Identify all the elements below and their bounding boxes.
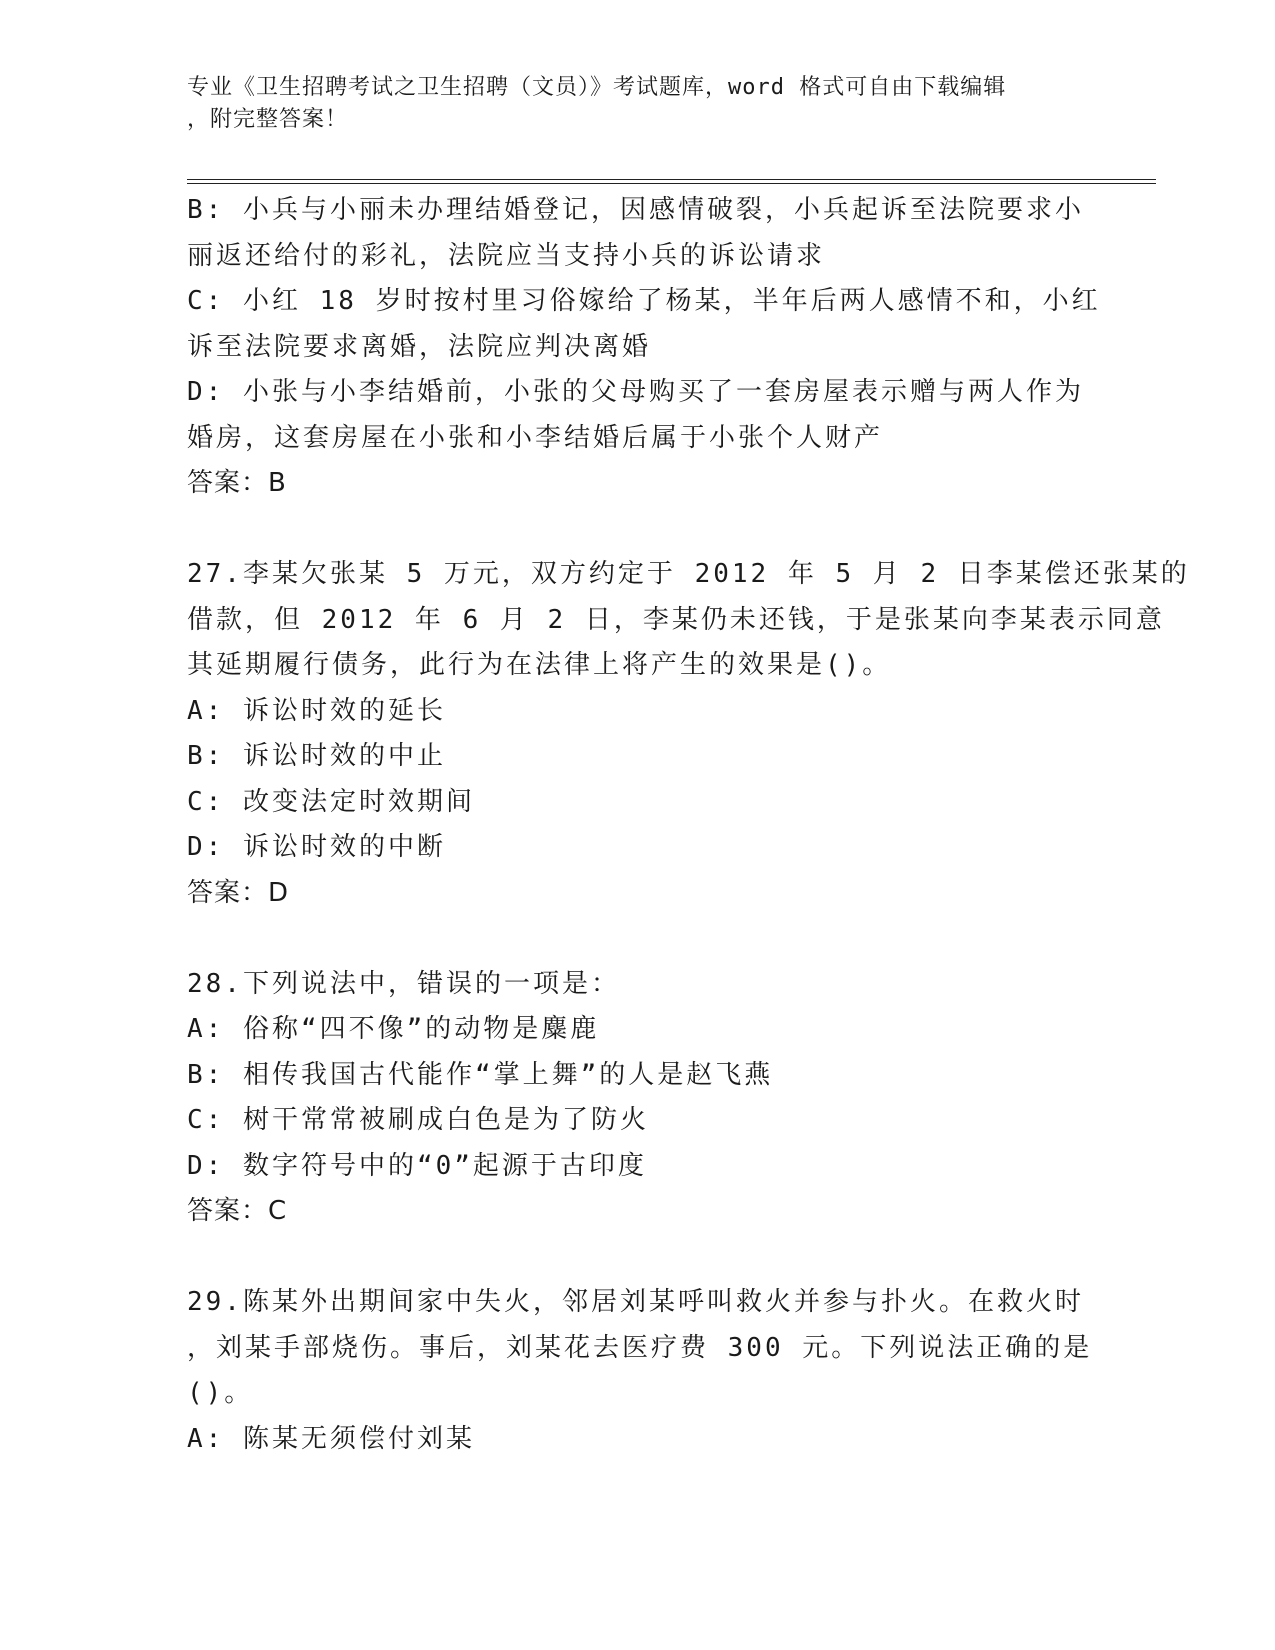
header-divider-top [187, 179, 1156, 180]
q28-option-b: B: 相传我国古代能作“掌上舞”的人是赵飞燕 [187, 1059, 774, 1090]
q27-stem-line-1: 27.李某欠张某 5 万元，双方约定于 2012 年 5 月 2 日李某偿还张某的 [187, 559, 1190, 589]
spacer [187, 1235, 1077, 1281]
q29-option-a: A: 陈某无须偿付刘某 [187, 1423, 475, 1454]
q26-option-b-line-1: B: 小兵与小丽未办理结婚登记，因感情破裂，小兵起诉至法院要求小 [187, 195, 1084, 225]
q28-answer: 答案：C [187, 1196, 288, 1226]
q27-option-c: C: 改变法定时效期间 [187, 786, 475, 817]
q26-option-b-line-2: 丽返还给付的彩礼，法院应当支持小兵的诉讼请求 [187, 240, 826, 271]
q27-option-d: D: 诉讼时效的中断 [187, 832, 446, 862]
q28-option-a: A: 俗称“四不像”的动物是麋鹿 [187, 1014, 600, 1044]
q28-option-c: C: 树干常常被刷成白色是为了防火 [187, 1105, 649, 1135]
q29-stem-line-3: ()。 [187, 1378, 254, 1408]
q27-option-a: A: 诉讼时效的延长 [187, 695, 446, 726]
q27-answer: 答案：D [187, 877, 290, 908]
q27-option-b: B: 诉讼时效的中止 [187, 741, 446, 771]
q28-stem-line-1: 28.下列说法中，错误的一项是： [187, 968, 620, 999]
q26-option-d-line-2: 婚房，这套房屋在小张和小李结婚后属于小张个人财产 [187, 422, 884, 453]
q28-option-d: D: 数字符号中的“0”起源于古印度 [187, 1150, 647, 1181]
q26-option-c-line-2: 诉至法院要求离婚，法院应判决离婚 [187, 331, 652, 362]
spacer [187, 507, 1077, 553]
q29-stem-line-1: 29.陈某外出期间家中失火，邻居刘某呼叫救火并参与扑火。在救火时 [187, 1287, 1084, 1317]
document-header [187, 72, 1087, 136]
question-list [187, 188, 1190, 1462]
q27-stem-line-3: 其延期履行债务，此行为在法律上将产生的效果是()。 [187, 650, 892, 680]
q26-answer: 答案：B [187, 468, 287, 498]
q26-option-c-line-1: C: 小红 18 岁时按村里习俗嫁给了杨某，半年后两人感情不和，小红 [187, 286, 1101, 316]
q29-stem-line-2: ，刘某手部烧伤。事后，刘某花去医疗费 300 元。下列说法正确的是 [187, 1332, 1093, 1363]
spacer [187, 916, 1077, 962]
header-divider-bottom [187, 183, 1156, 184]
q26-option-d-line-1: D: 小张与小李结婚前，小张的父母购买了一套房屋表示赠与两人作为 [187, 377, 1084, 407]
q27-stem-line-2: 借款，但 2012 年 6 月 2 日，李某仍未还钱，于是张某向李某表示同意 [187, 604, 1165, 635]
header-line-2: ，附完整答案！ [187, 107, 349, 132]
header-line-1: 专业《卫生招聘考试之卫生招聘（文员）》考试题库，word 格式可自由下载编辑 [187, 75, 1007, 100]
